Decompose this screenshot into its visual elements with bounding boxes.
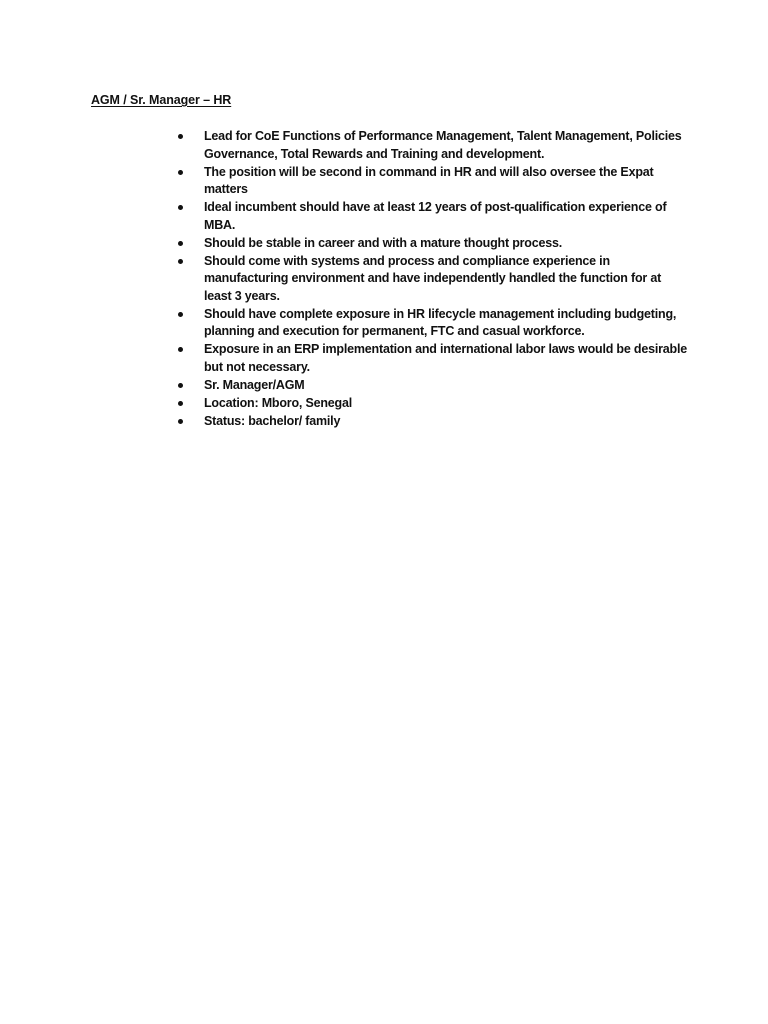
job-title-heading: AGM / Sr. Manager – HR: [91, 93, 232, 107]
list-item-text: Exposure in an ERP implementation and international labor laws would be desirable but not necessary.: [204, 342, 687, 374]
list-item: [178, 253, 688, 306]
bullet-icon: [178, 241, 183, 246]
list-item: [178, 128, 688, 163]
bullet-icon: [178, 205, 183, 210]
list-item-text: Should be stable in career and with a mature thought process.: [204, 235, 563, 250]
bullet-icon: [178, 134, 183, 139]
list-item-text: Ideal incumbent should have at least 12 years of post-qualification experience of MBA.: [204, 200, 667, 232]
list-item-text: The position will be second in command in HR and will also oversee the Expat matters: [204, 164, 654, 196]
list-item-text: Lead for CoE Functions of Performance Management, Talent Management, Policies Governance, Total Rewards and Training and development.: [204, 129, 682, 161]
requirements-list: [178, 128, 688, 431]
bullet-icon: [178, 347, 183, 352]
bullet-icon: [178, 383, 183, 388]
bullet-icon: [178, 170, 183, 175]
list-item: [178, 306, 688, 341]
bullet-icon: [178, 259, 183, 264]
list-item-text: Sr. Manager/AGM: [204, 377, 305, 392]
list-item: [178, 164, 688, 199]
list-item: [178, 413, 688, 431]
bullet-icon: [178, 312, 183, 317]
list-item: [178, 395, 688, 413]
list-item-text: Should come with systems and process and compliance experience in manufacturing environment and have independently handled the function for at least 3 years.: [204, 253, 662, 303]
list-item: [178, 341, 688, 376]
list-item: [178, 377, 688, 395]
list-item-text: Should have complete exposure in HR lifecycle management including budgeting, planning and execution for permanent, FTC and casual workforce.: [204, 306, 677, 338]
list-item-text: Location: Mboro, Senegal: [204, 395, 352, 410]
bullet-icon: [178, 401, 183, 406]
list-item: [178, 235, 688, 253]
list-item-text: Status: bachelor/ family: [204, 413, 341, 428]
bullet-icon: [178, 419, 183, 424]
list-item: [178, 199, 688, 234]
